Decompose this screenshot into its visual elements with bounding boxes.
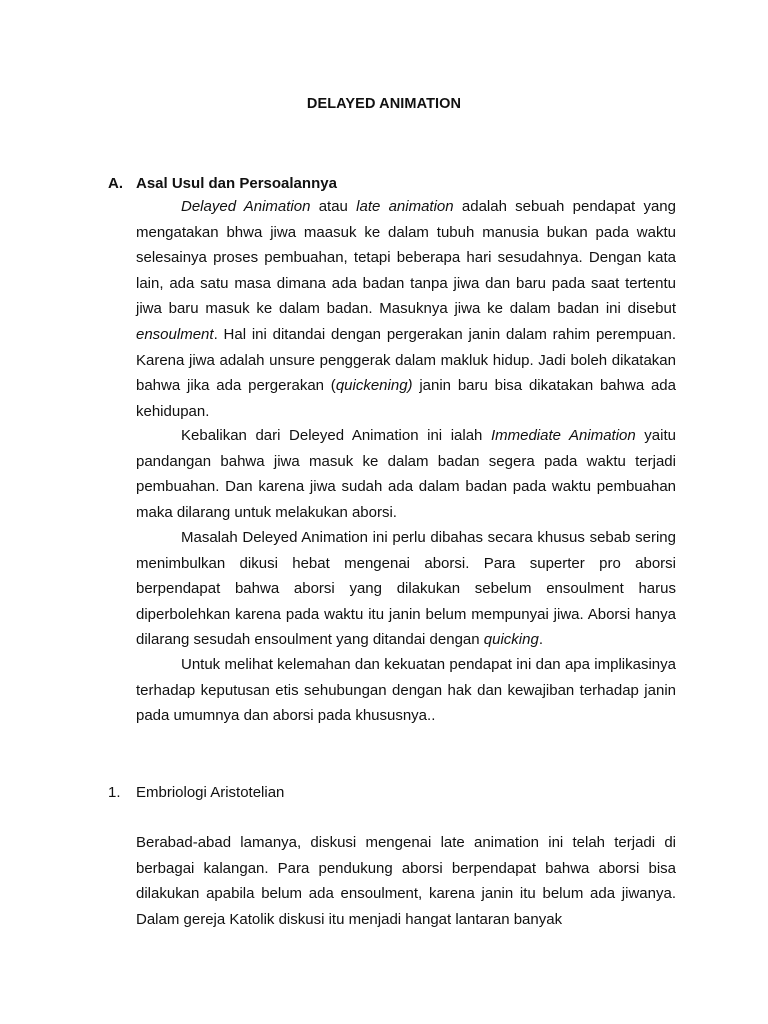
text-run: yaitu pandangan bahwa jiwa masuk ke dalam badan segera pada waktu terjadi pembuahan. Dan karena jiwa sudah ada dalam badan pada waktu pembuahan maka dilarang untuk melakukan aborsi. [136,427,676,521]
text-run: . Hal ini ditandai dengan pergerakan janin dalam rahim perempuan. Karena jiwa adalah unsure penggerak dalam makluk hidup. Jadi boleh dikatakan bahwa jika ada pergerakan ( [136,325,676,395]
italic-text-run: Immediate Animation [490,427,636,444]
section-a-number: A. [108,175,123,192]
italic-text-run: Delayed Animation [181,198,311,215]
section-1-heading [108,780,284,805]
paragraph [136,423,676,525]
section-1-title: Embriologi Aristotelian [136,784,285,801]
section-a-title: Asal Usul dan Persoalannya [136,175,337,192]
text-run: adalah sebuah pendapat yang mengatakan bhwa jiwa maasuk ke dalam tubuh manusia bukan pada waktu selesainya proses pembuahan, tetapi beberapa hari sesudahnya. Dengan kata lain, ada satu masa dimana ada badan tanpa jiwa dan baru pada saat tertentu jiwa baru masuk ke dalam badan. Masuknya jiwa ke dalam badan ini disebut [136,198,676,318]
text-run: . [538,631,543,649]
paragraph [136,194,676,424]
italic-text-run: quickening) [335,377,413,395]
italic-text-run: quicking [483,631,539,649]
section-1-number: 1. [108,784,121,801]
paragraph [136,652,676,729]
paragraph [136,525,676,653]
paragraph [136,830,676,932]
italic-text-run: ensoulment [136,325,214,343]
text-run: janin baru bisa dikatakan bahwa ada kehidupan. [136,377,676,420]
italic-text-run: late animation [356,198,454,215]
section-a-heading [108,171,337,196]
text-run: Kebalikan dari Deleyed Animation ini ialah [181,427,491,444]
text-run: Masalah Deleyed Animation ini perlu dibahas secara khusus sebab sering menimbulkan dikusi hebat mengenai aborsi. Para superter pro aborsi berpendapat bahwa aborsi yang dilakukan sebelum ensoulment harus diperbolehkan karena pada waktu itu janin belum mempunyai jiwa. Aborsi hanya dilarang sesudah ensoulment yang ditandai dengan [136,529,676,649]
text-run: atau [310,198,357,215]
text-run: Untuk melihat kelemahan dan kekuatan pendapat ini dan apa implikasinya terhadap keputusan etis sehubungan dengan hak dan kewajiban terhadap janin pada umumnya dan aborsi pada khususnya.. [136,656,676,725]
text-run: Berabad-abad lamanya, diskusi mengenai late animation ini telah terjadi di berbagai kalangan. Para pendukung aborsi berpendapat bahwa aborsi bisa dilakukan apabila belum ada ensoulment, karena janin itu belum ada jiwanya. Dalam gereja Katolik diskusi itu menjadi hangat lantaran banyak [136,834,676,928]
document-title: DELAYED ANIMATION [306,96,462,112]
